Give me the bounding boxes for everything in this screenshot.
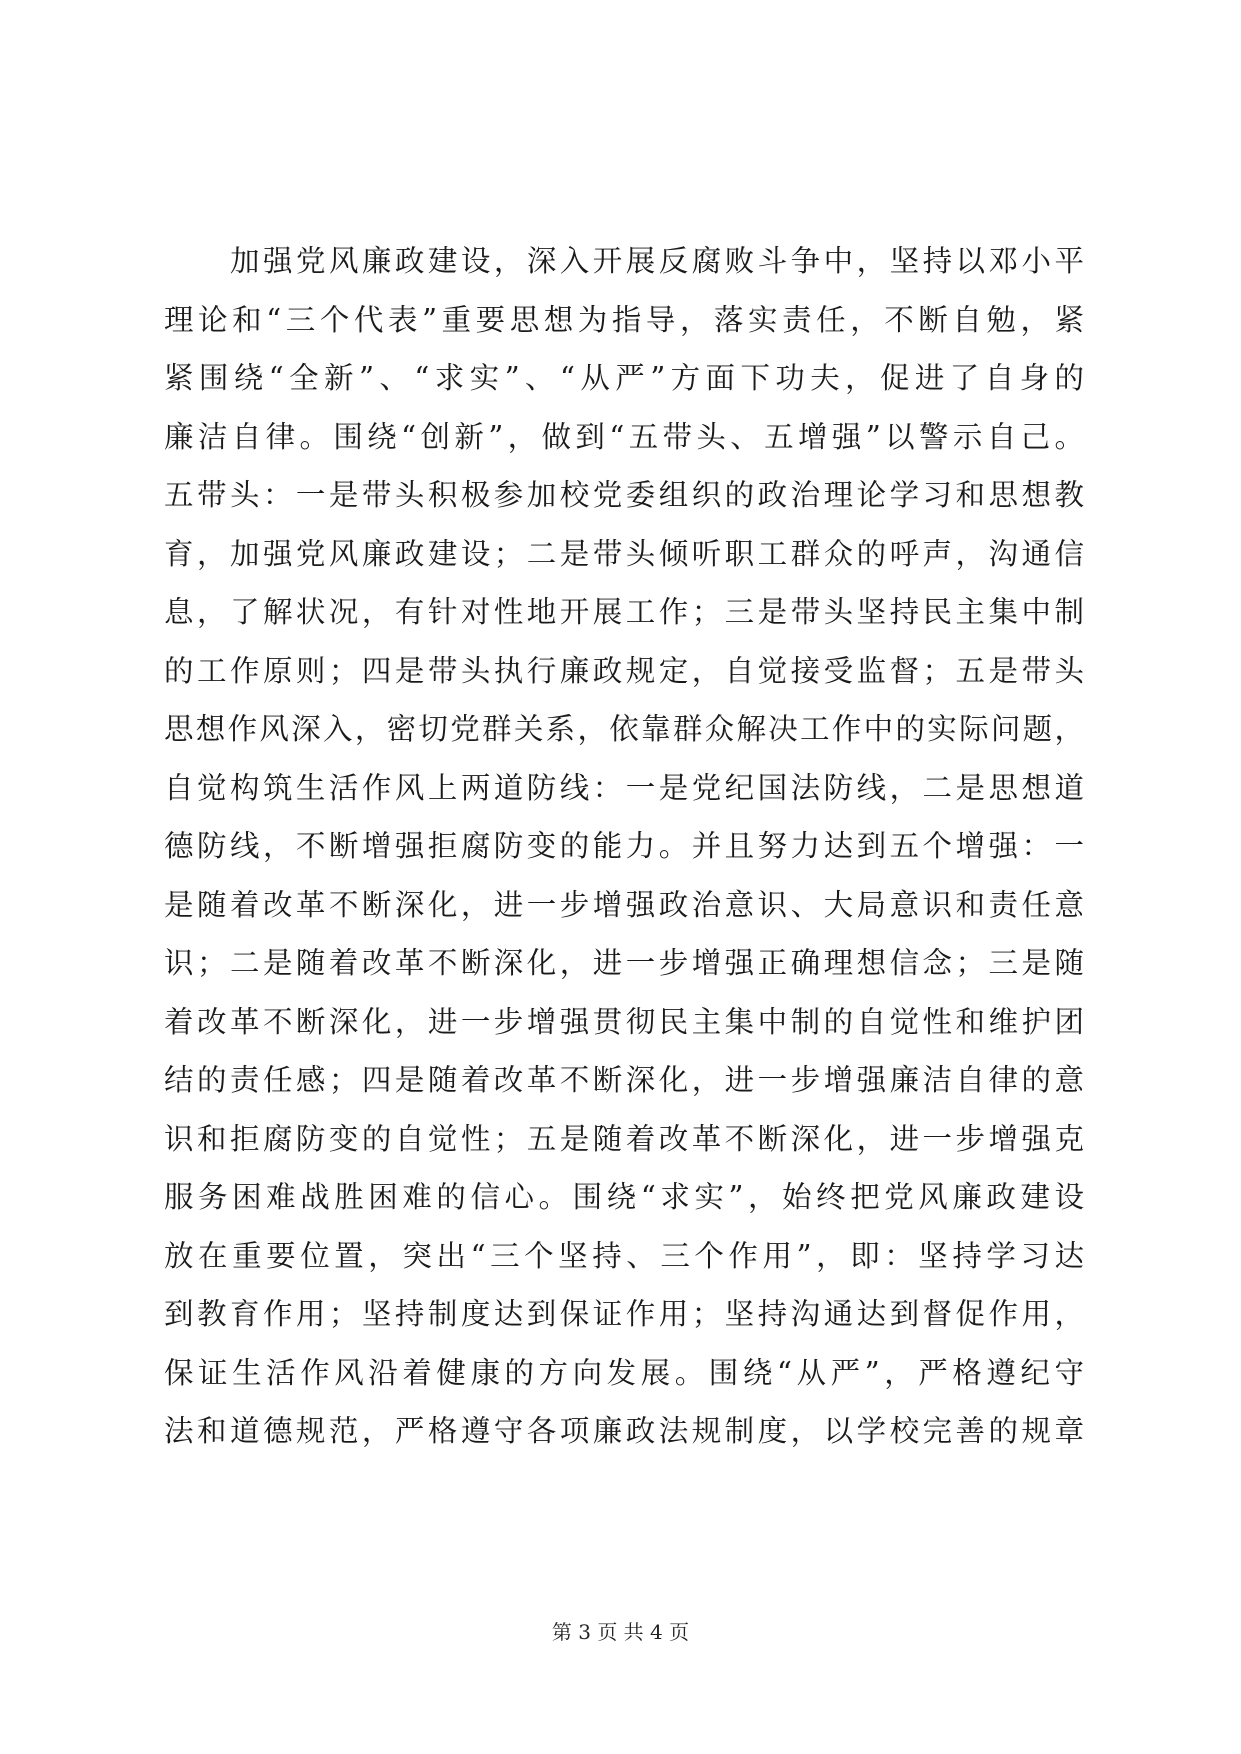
text-line: 德防线，不断增强拒腐防变的能力。并且努力达到五个增强：一 (164, 829, 1084, 863)
text-line: 加强党风廉政建设，深入开展反腐败斗争中，坚持以邓小平 (230, 244, 1084, 278)
text-line: 五带头：一是带头积极参加校党委组织的政治理论学习和思想教 (164, 478, 1084, 512)
text-line: 自觉构筑生活作风上两道防线：一是党纪国法防线，二是思想道 (164, 770, 1084, 805)
text-line: 到教育作用；坚持制度达到保证作用；坚持沟通达到督促作用， (164, 1297, 1084, 1331)
text-line: 育，加强党风廉政建设；二是带头倾听职工群众的呼声，沟通信 (164, 536, 1084, 571)
text-line: 紧围绕“全新”、“求实”、“从严”方面下功夫，促进了自身的 (164, 361, 1084, 395)
text-line: 息，了解状况，有针对性地开展工作；三是带头坚持民主集中制 (164, 595, 1084, 629)
text-line: 的工作原则；四是带头执行廉政规定，自觉接受监督；五是带头 (164, 653, 1084, 688)
text-line: 结的责任感；四是随着改革不断深化，进一步增强廉洁自律的意 (164, 1063, 1084, 1097)
text-line: 理论和“三个代表”重要思想为指导，落实责任，不断自勉，紧 (164, 302, 1084, 337)
text-line: 放在重要位置，突出“三个坚持、三个作用”，即：坚持学习达 (164, 1238, 1084, 1273)
page-number-footer: 第 3 页 共 4 页 (551, 1620, 690, 1644)
text-line: 识和拒腐防变的自觉性；五是随着改革不断深化，进一步增强克 (164, 1121, 1084, 1156)
text-line: 识；二是随着改革不断深化，进一步增强正确理想信念；三是随 (164, 946, 1084, 980)
text-line: 着改革不断深化，进一步增强贯彻民主集中制的自觉性和维护团 (164, 1004, 1084, 1039)
text-line: 廉洁自律。围绕“创新”，做到“五带头、五增强”以警示自己。 (164, 419, 1084, 454)
text-line: 法和道德规范，严格遵守各项廉政法规制度，以学校完善的规章 (164, 1414, 1084, 1448)
text-line: 思想作风深入，密切党群关系，依靠群众解决工作中的实际问题， (164, 712, 1084, 746)
text-line: 是随着改革不断深化，进一步增强政治意识、大局意识和责任意 (164, 887, 1084, 922)
text-line: 保证生活作风沿着健康的方向发展。围绕“从严”，严格遵纪守 (164, 1355, 1084, 1390)
body-paragraph (164, 232, 1084, 1461)
text-line: 服务困难战胜困难的信心。围绕“求实”，始终把党风廉政建设 (164, 1180, 1084, 1214)
